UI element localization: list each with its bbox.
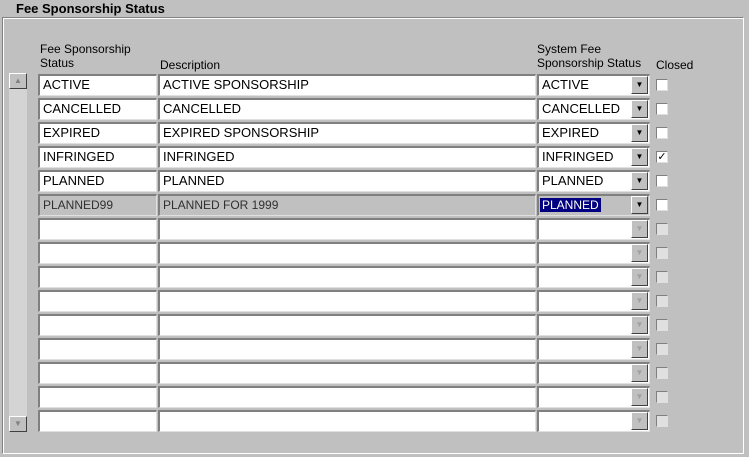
- status-field[interactable]: [38, 218, 157, 240]
- chevron-down-icon: ▼: [635, 296, 644, 305]
- closed-checkbox[interactable]: [656, 199, 668, 211]
- closed-checkbox[interactable]: [656, 367, 668, 379]
- system-status-dropdown-button[interactable]: [631, 244, 648, 262]
- column-header-status-line1: Fee Sponsorship: [40, 42, 131, 56]
- chevron-down-icon: ▼: [635, 344, 644, 353]
- description-field[interactable]: INFRINGED: [158, 146, 536, 168]
- arrow-down-icon: ▼: [14, 419, 22, 428]
- chevron-down-icon: ▼: [635, 248, 644, 257]
- chevron-down-icon: ▼: [635, 128, 644, 137]
- system-status-dropdown-button[interactable]: [631, 268, 648, 286]
- closed-checkbox[interactable]: [656, 343, 668, 355]
- status-field[interactable]: [38, 338, 157, 360]
- system-status-value: PLANNED: [542, 198, 599, 212]
- closed-checkbox[interactable]: [656, 175, 668, 187]
- description-field[interactable]: EXPIRED SPONSORSHIP: [158, 122, 536, 144]
- system-status-value: ACTIVE: [542, 77, 589, 92]
- column-header-closed: Closed: [656, 58, 694, 72]
- panel-title: Fee Sponsorship Status: [16, 1, 165, 16]
- system-status-value: INFRINGED: [542, 149, 614, 164]
- chevron-down-icon: ▼: [635, 368, 644, 377]
- arrow-up-icon: ▲: [14, 76, 22, 85]
- description-field[interactable]: PLANNED: [158, 170, 536, 192]
- system-status-dropdown-button[interactable]: [631, 100, 648, 118]
- system-status-dropdown-button[interactable]: [631, 148, 648, 166]
- chevron-down-icon: ▼: [635, 416, 644, 425]
- chevron-down-icon: ▼: [635, 392, 644, 401]
- column-header-system-status: [537, 42, 641, 70]
- description-field[interactable]: CANCELLED: [158, 98, 536, 120]
- system-status-dropdown-button[interactable]: [631, 388, 648, 406]
- closed-checkbox[interactable]: [656, 271, 668, 283]
- chevron-down-icon: ▼: [635, 80, 644, 89]
- chevron-down-icon: ▼: [635, 152, 644, 161]
- status-field[interactable]: [38, 242, 157, 264]
- status-field[interactable]: [38, 362, 157, 384]
- description-field[interactable]: [158, 386, 536, 408]
- status-field[interactable]: [38, 266, 157, 288]
- chevron-down-icon: ▼: [635, 200, 644, 209]
- system-status-value: EXPIRED: [542, 125, 600, 140]
- description-field[interactable]: ACTIVE SPONSORSHIP: [158, 74, 536, 96]
- closed-checkbox[interactable]: [656, 103, 668, 115]
- checkmark-icon: ✓: [657, 151, 667, 163]
- closed-checkbox[interactable]: [656, 295, 668, 307]
- status-field[interactable]: [38, 314, 157, 336]
- description-field[interactable]: [158, 338, 536, 360]
- system-status-dropdown-button[interactable]: [631, 172, 648, 190]
- status-field[interactable]: [38, 410, 157, 432]
- system-status-dropdown-button[interactable]: [631, 316, 648, 334]
- description-field[interactable]: [158, 290, 536, 312]
- scroll-down-button[interactable]: [9, 416, 27, 432]
- closed-checkbox[interactable]: [656, 415, 668, 427]
- system-status-dropdown-button[interactable]: [631, 124, 648, 142]
- closed-checkbox[interactable]: [656, 247, 668, 259]
- column-header-system-status-line2: Sponsorship Status: [537, 56, 642, 70]
- system-status-dropdown-button[interactable]: [631, 220, 648, 238]
- system-status-dropdown-button[interactable]: [631, 76, 648, 94]
- closed-checkbox[interactable]: [656, 79, 668, 91]
- chevron-down-icon: ▼: [635, 224, 644, 233]
- status-field[interactable]: CANCELLED: [38, 98, 157, 120]
- description-field[interactable]: [158, 410, 536, 432]
- system-status-value: PLANNED: [542, 173, 604, 188]
- system-status-dropdown-button[interactable]: [631, 364, 648, 382]
- chevron-down-icon: ▼: [635, 272, 644, 281]
- chevron-down-icon: ▼: [635, 104, 644, 113]
- closed-checkbox[interactable]: [656, 151, 668, 163]
- system-status-dropdown-button[interactable]: [631, 196, 648, 214]
- status-field[interactable]: PLANNED99: [38, 194, 157, 216]
- description-field[interactable]: PLANNED FOR 1999: [158, 194, 536, 216]
- column-header-status-line2: Status: [40, 56, 75, 70]
- column-header-system-status-line1: System Fee: [537, 42, 602, 56]
- chevron-down-icon: ▼: [635, 320, 644, 329]
- status-field[interactable]: [38, 290, 157, 312]
- vertical-scrollbar[interactable]: [9, 73, 27, 432]
- scroll-up-button[interactable]: [9, 73, 27, 89]
- description-field[interactable]: [158, 218, 536, 240]
- status-field[interactable]: INFRINGED: [38, 146, 157, 168]
- closed-checkbox[interactable]: [656, 127, 668, 139]
- column-header-status: [40, 42, 131, 70]
- system-status-value: CANCELLED: [542, 101, 621, 116]
- system-status-dropdown-button[interactable]: [631, 412, 648, 430]
- description-field[interactable]: [158, 242, 536, 264]
- status-field[interactable]: [38, 386, 157, 408]
- chevron-down-icon: ▼: [635, 176, 644, 185]
- description-field[interactable]: [158, 314, 536, 336]
- column-header-description: Description: [160, 58, 221, 72]
- closed-checkbox[interactable]: [656, 223, 668, 235]
- status-field[interactable]: EXPIRED: [38, 122, 157, 144]
- closed-checkbox[interactable]: [656, 391, 668, 403]
- closed-checkbox[interactable]: [656, 319, 668, 331]
- description-field[interactable]: [158, 266, 536, 288]
- status-field[interactable]: PLANNED: [38, 170, 157, 192]
- description-field[interactable]: [158, 362, 536, 384]
- system-status-dropdown-button[interactable]: [631, 340, 648, 358]
- status-field[interactable]: ACTIVE: [38, 74, 157, 96]
- system-status-dropdown-button[interactable]: [631, 292, 648, 310]
